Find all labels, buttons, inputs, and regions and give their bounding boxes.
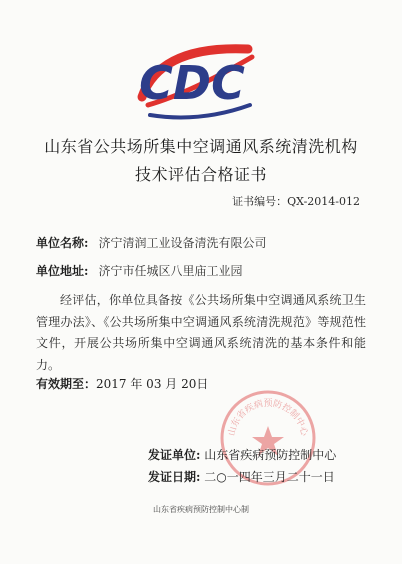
footer-text: 山东省疾病预防控制中心制 [153, 505, 249, 514]
title-line-2: 技术评估合格证书 [134, 165, 267, 184]
certificate-number-label: 证书编号： [232, 195, 288, 208]
unit-name-value: 济宁清润工业设备清洗有限公司 [98, 236, 267, 250]
seal-text: 山东省疾病预防控制中心 [227, 399, 309, 437]
cdc-logo-icon [120, 35, 270, 125]
issue-date-label: 发证日期: [148, 470, 201, 484]
assessment-text: 经评估，你单位具备按《公共场所集中空调通风系统卫生管理办法》、《公共场所集中空调通风系统清洗规范》等规范性文件，开展公共场所集中空调通风系统清洗的基本条件和能力。 [36, 293, 366, 372]
unit-name-row [36, 234, 266, 251]
certificate-number-value: QX-2014-012 [287, 195, 360, 208]
title-line-1: 山东省公共场所集中空调通风系统清洗机构 [44, 137, 358, 156]
logo-text: CDC [139, 56, 245, 110]
unit-address-row [36, 262, 242, 279]
issuer-label: 发证单位: [148, 448, 201, 462]
valid-until-value: 2017 年 03 月 20日 [96, 377, 209, 391]
valid-until-label: 有效期至： [36, 377, 97, 391]
valid-until-row [36, 375, 208, 392]
issue-date-value: 二○一四年三月二十一日 [204, 470, 335, 484]
unit-address-value: 济宁市任城区八里庙工业园 [98, 264, 243, 278]
issue-date-row [148, 468, 335, 485]
issuer-row [148, 446, 336, 463]
unit-name-label: 单位名称: [36, 236, 89, 250]
certificate-number [232, 193, 360, 209]
unit-address-label: 单位地址: [36, 264, 89, 278]
issuer-value: 山东省疾病预防控制中心 [204, 448, 337, 462]
